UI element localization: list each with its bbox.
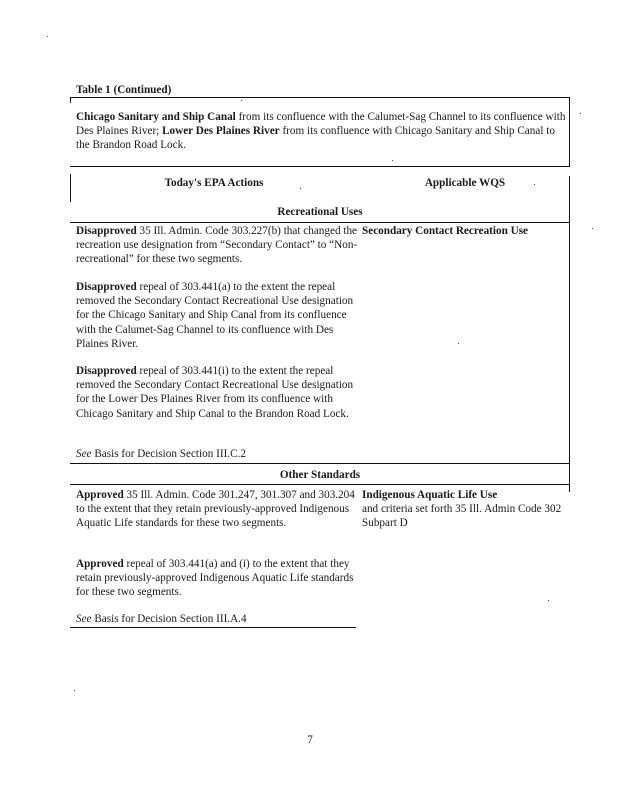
table-right-border — [569, 176, 570, 492]
other-standards-divider-top — [70, 463, 570, 464]
action-status: Approved — [76, 489, 124, 501]
scan-speck — [300, 188, 301, 189]
other-action-2: Approved repeal of 303.441(a) and (i) to the extent that they retain previously-approved Indigenous Aquatic Life standards for these two segments. — [76, 558, 354, 599]
segment-name-ldpr: Lower Des Plaines River — [162, 125, 280, 138]
wqs-secondary-contact: Secondary Contact Recreation Use — [362, 225, 529, 237]
table-bottom-border — [70, 627, 356, 628]
scan-speck — [548, 600, 549, 601]
page-number: 7 — [307, 734, 313, 746]
recreational-action-2: Disapproved repeal of 303.441(a) to the extent the repeal removed the Secondary Contact Recreational Use designation for the Chicago Sanitary and Ship Canal from its confluence with the Calumet-Sag Channel to its confluence with Des Plaines River. — [76, 281, 354, 350]
section-heading-other: Other Standards — [279, 469, 361, 481]
wqs-aquatic-life-text: and criteria set forth 35 Ill. Admin Code 302 Subpart D — [362, 503, 562, 530]
segment-divider — [70, 166, 570, 167]
section-heading-recreational: Recreational Uses — [277, 206, 363, 218]
other-basis: See Basis for Decision Section III.A.4 — [76, 613, 247, 625]
scan-speck — [241, 100, 242, 101]
scan-speck — [47, 36, 48, 37]
segment-text-1: from its confluence with the Calumet-Sag Channel to its confluence with Des Plaines River; — [76, 111, 566, 138]
scan-speck — [74, 690, 75, 691]
segment-name-cssc: Chicago Sanitary and Ship Canal — [76, 111, 236, 123]
column-header-actions: Today's EPA Actions — [164, 177, 264, 189]
table-left-tick — [70, 97, 71, 103]
segment-text-2: from its confluence with Chicago Sanitary and Ship Canal to the Brandon Road Lock. — [76, 125, 555, 152]
wqs-aquatic-life — [362, 488, 567, 531]
scan-speck — [458, 343, 459, 344]
action-status: Disapproved — [76, 225, 137, 237]
scan-speck — [580, 113, 581, 114]
table-title: Table 1 (Continued) — [76, 84, 172, 96]
recreational-action-1: Disapproved 35 Ill. Admin. Code 303.227(b) that changed the recreation use designation from “Secondary Contact” to “Non-recreational” for these two segments. — [76, 225, 358, 266]
scan-speck — [534, 184, 535, 185]
wqs-aquatic-life-title: Indigenous Aquatic Life Use — [362, 489, 498, 501]
action-status: Disapproved — [76, 365, 137, 377]
table-right-border-top — [569, 97, 570, 167]
recreational-action-3: Disapproved repeal of 303.441(i) to the extent the repeal removed the Secondary Contact Recreational Use designation for the Lower Des Plaines River from its confluence with Chicago Sanitary and Ship Canal to the Brandon Road Lock. — [76, 365, 354, 420]
table-top-border — [70, 97, 570, 98]
action-status: Disapproved — [76, 281, 137, 293]
action-status: Approved — [76, 558, 124, 570]
recreational-divider — [70, 222, 570, 223]
scan-speck — [592, 228, 593, 229]
table-left-border-mid — [70, 174, 71, 202]
other-divider — [70, 484, 570, 485]
recreational-basis: See Basis for Decision Section III.C.2 — [76, 448, 246, 460]
segment-description — [76, 110, 566, 153]
scan-speck — [392, 160, 393, 161]
other-action-1: Approved 35 Ill. Admin. Code 301.247, 301.307 and 303.204 to the extent that they retain previously-approved Indigenous Aquatic Life standards for these two segments. — [76, 489, 355, 530]
column-header-wqs: Applicable WQS — [424, 177, 506, 189]
